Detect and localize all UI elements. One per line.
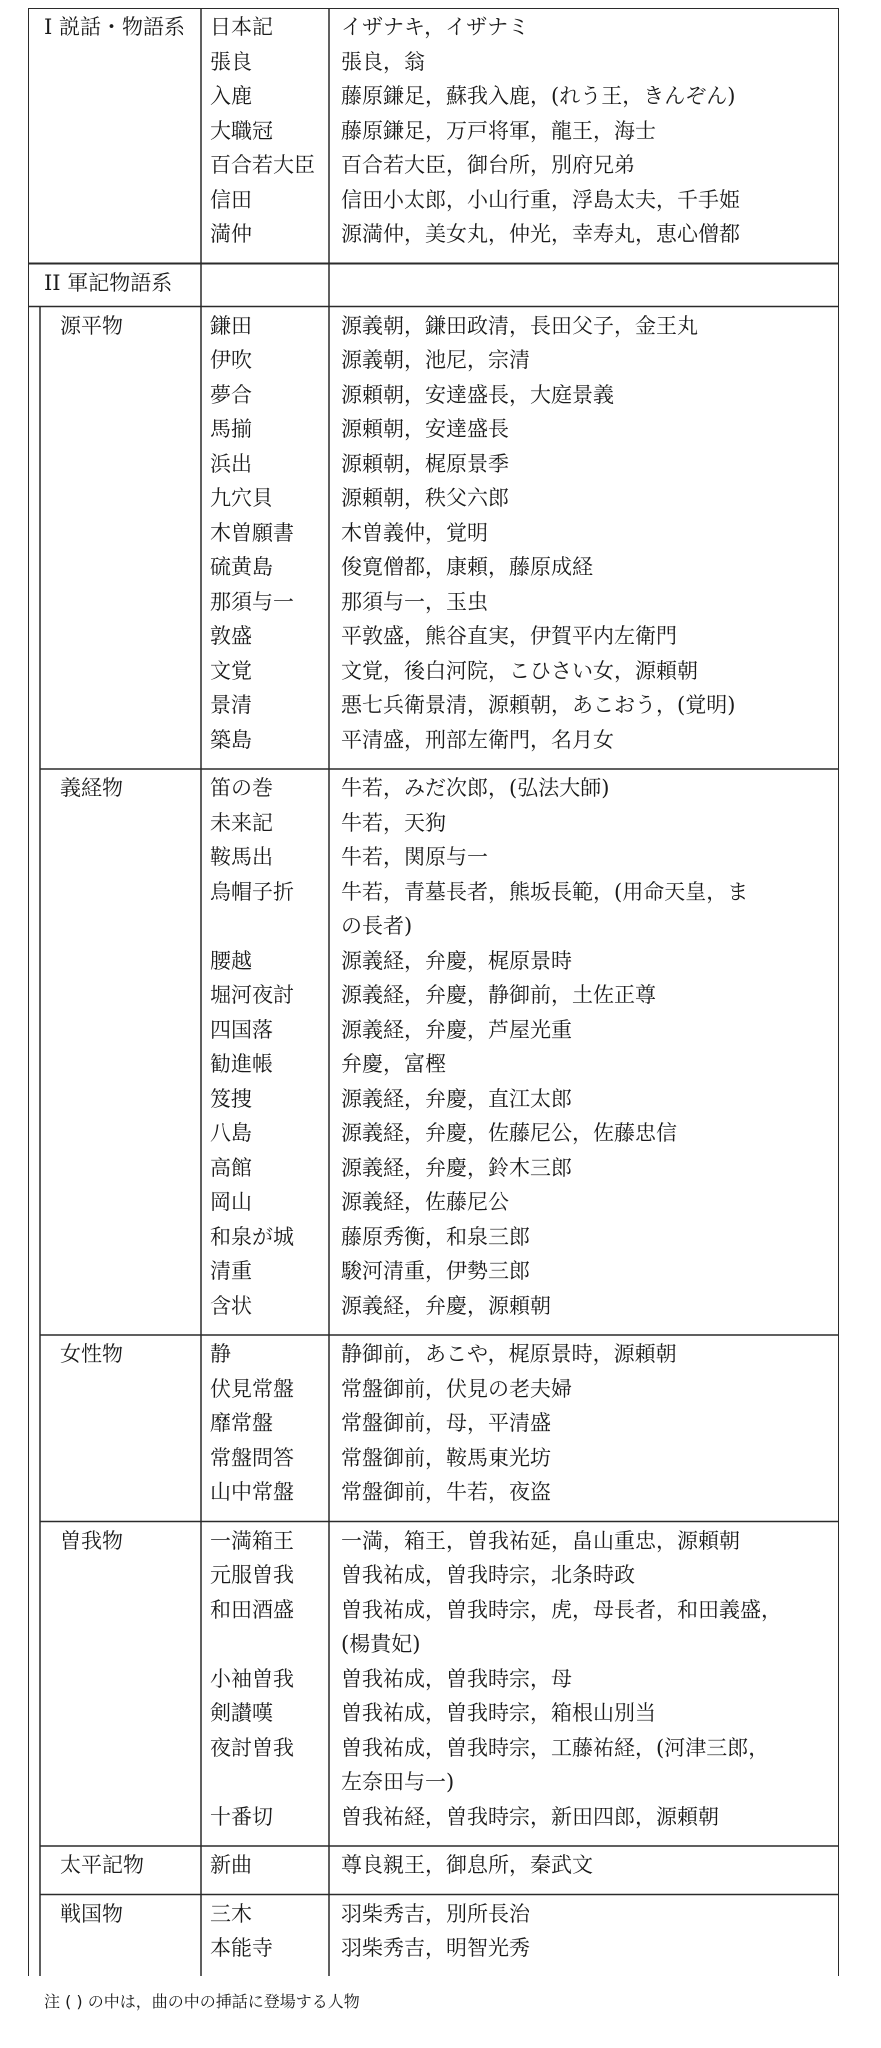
- piece-title: 新曲: [210, 1853, 252, 1877]
- piece-title: 九穴貝: [210, 486, 273, 510]
- piece-title: 満仲: [210, 222, 252, 246]
- piece-title: 十番切: [210, 1804, 273, 1829]
- character-list: 弁慶，富樫: [341, 1052, 446, 1076]
- piece-title: 和泉が城: [210, 1224, 294, 1249]
- piece-title: 常盤問答: [210, 1445, 294, 1470]
- character-list: 源頼朝，梶原景季: [341, 451, 509, 476]
- piece-title: 勧進帳: [210, 1052, 273, 1076]
- character-list: 曽我祐経，曽我時宗，新田四郎，源頼朝: [341, 1804, 719, 1829]
- piece-title: 清重: [210, 1259, 252, 1283]
- piece-title: 本能寺: [210, 1936, 273, 1960]
- character-list: 源義経，弁慶，直江太郎: [341, 1086, 572, 1111]
- piece-title: 鎌田: [210, 313, 252, 338]
- piece-title: 伊吹: [210, 348, 252, 372]
- character-list: 尊良親王，御息所，秦武文: [341, 1853, 593, 1877]
- character-list: 曽我祐成，曽我時宗，箱根山別当: [341, 1701, 656, 1725]
- piece-title: 高館: [210, 1155, 252, 1180]
- character-list: イザナキ，イザナミ: [341, 15, 530, 39]
- character-list: (楊貴妃): [341, 1632, 421, 1656]
- character-list: 藤原鎌足，蘇我入鹿，(れう王，きんぞん): [341, 84, 736, 108]
- character-list: 曽我祐成，曽我時宗，虎，母長者，和田義盛，: [341, 1597, 782, 1622]
- piece-title: 腰越: [210, 948, 252, 973]
- piece-title: 硫黄島: [210, 555, 273, 579]
- piece-title: 木曽願書: [210, 520, 294, 545]
- piece-title: 含状: [210, 1293, 252, 1318]
- piece-title: 三木: [210, 1901, 252, 1926]
- kowakamai-character-table: [28, 8, 839, 1976]
- character-list: 悪七兵衛景清，源頼朝，あこおう，(覚明): [341, 693, 736, 717]
- character-list: 源義朝，池尼，宗清: [341, 348, 530, 372]
- character-list: 左奈田与一): [341, 1770, 455, 1794]
- character-list: 源義経，弁慶，芦屋光重: [341, 1017, 572, 1042]
- character-list: 源義朝，鎌田政清，長田父子，金王丸: [341, 313, 698, 338]
- character-list: 牛若，青墓長者，熊坂長範，(用命天皇，ま: [341, 879, 749, 904]
- piece-title: 那須与一: [210, 589, 294, 614]
- piece-title: 日本記: [210, 15, 273, 39]
- character-list: 静御前，あこや，梶原景時，源頼朝: [341, 1342, 677, 1366]
- piece-title: 山中常盤: [210, 1480, 294, 1504]
- piece-title: 和田酒盛: [210, 1597, 294, 1622]
- character-list: 平清盛，刑部左衛門，名月女: [341, 727, 614, 752]
- piece-title: 景清: [210, 693, 252, 717]
- character-list: 源義経，弁慶，鈴木三郎: [341, 1155, 572, 1180]
- piece-title: 静: [210, 1342, 231, 1366]
- group-label: 義経物: [60, 776, 123, 800]
- character-list: 源義経，弁慶，静御前，土佐正尊: [341, 983, 656, 1007]
- piece-title: 敦盛: [210, 624, 252, 648]
- character-list: 源頼朝，安達盛長，大庭景義: [341, 382, 614, 407]
- group-label: 女性物: [60, 1342, 123, 1366]
- character-list: 牛若，関原与一: [341, 845, 488, 869]
- character-list: 曽我祐成，曽我時宗，工藤祐経，(河津三郎，: [341, 1735, 770, 1760]
- character-list: 羽柴秀吉，明智光秀: [341, 1936, 530, 1960]
- piece-title: 笈捜: [210, 1086, 252, 1111]
- character-list: 常盤御前，母，平清盛: [341, 1411, 551, 1435]
- character-list: 源義経，佐藤尼公: [341, 1190, 509, 1214]
- character-list: 曽我祐成，曽我時宗，北条時政: [341, 1563, 635, 1587]
- piece-title: 笛の巻: [210, 776, 273, 800]
- character-list: の長者): [341, 914, 413, 938]
- group-label: 太平記物: [60, 1853, 144, 1877]
- character-list: 源頼朝，秩父六郎: [341, 486, 509, 510]
- character-list: 常盤御前，伏見の老夫婦: [341, 1376, 572, 1401]
- character-list: 源義経，弁慶，佐藤尼公，佐藤忠信: [341, 1121, 677, 1145]
- piece-title: 伏見常盤: [210, 1376, 294, 1401]
- section-label: I 説話・物語系: [44, 15, 185, 39]
- character-list: 藤原鎌足，万戸将軍，龍王，海士: [341, 118, 656, 143]
- piece-title: 一満箱王: [210, 1528, 294, 1553]
- character-list: 源満仲，美女丸，仲光，幸寿丸，恵心僧都: [341, 222, 740, 246]
- piece-title: 剣讃嘆: [210, 1701, 273, 1725]
- piece-title: 四国落: [210, 1017, 273, 1042]
- piece-title: 烏帽子折: [210, 879, 294, 904]
- piece-title: 百合若大臣: [210, 153, 315, 177]
- piece-title: 大職冠: [210, 118, 273, 143]
- piece-title: 小袖曽我: [210, 1666, 294, 1691]
- character-list: 羽柴秀吉，別所長治: [341, 1901, 530, 1926]
- piece-title: 文覚: [210, 658, 252, 683]
- piece-title: 鞍馬出: [210, 845, 273, 869]
- piece-title: 築島: [210, 727, 252, 752]
- character-list: 藤原秀衡，和泉三郎: [341, 1224, 530, 1249]
- piece-title: 浜出: [210, 451, 252, 476]
- group-label: 曽我物: [60, 1528, 123, 1553]
- piece-title: 馬揃: [210, 417, 252, 441]
- character-list: 源義経，弁慶，梶原景時: [341, 948, 572, 973]
- group-label: 戦国物: [60, 1901, 123, 1926]
- character-list: 源義経，弁慶，源頼朝: [341, 1293, 551, 1318]
- character-list: 木曽義仲，覚明: [341, 520, 488, 545]
- character-list: 常盤御前，鞍馬東光坊: [341, 1445, 551, 1470]
- character-list: 俊寛僧都，康頼，藤原成経: [341, 555, 593, 579]
- character-list: 牛若，天狗: [341, 810, 446, 835]
- piece-title: 元服曽我: [210, 1563, 294, 1587]
- character-list: 牛若，みだ次郎，(弘法大師): [341, 776, 610, 800]
- piece-title: 靡常盤: [210, 1411, 273, 1435]
- character-list: 源頼朝，安達盛長: [341, 417, 509, 441]
- table-footnote: 注 ( ) の中は，曲の中の挿話に登場する人物: [44, 1992, 360, 2011]
- piece-title: 夢合: [210, 382, 252, 407]
- character-list: 駿河清重，伊勢三郎: [341, 1259, 530, 1283]
- character-list: 百合若大臣，御台所，別府兄弟: [341, 153, 635, 177]
- character-list: 曽我祐成，曽我時宗，母: [341, 1666, 572, 1691]
- character-list: 信田小太郎，小山行重，浮島太夫，千手姫: [341, 187, 740, 212]
- section-label: II 軍記物語系: [44, 270, 173, 295]
- piece-title: 夜討曽我: [210, 1735, 294, 1760]
- character-list: 文覚，後白河院，こひさい女，源頼朝: [341, 658, 698, 683]
- character-list: 一満，箱王，曽我祐延，畠山重忠，源頼朝: [341, 1528, 740, 1553]
- character-list: 那須与一，玉虫: [341, 589, 488, 614]
- group-label: 源平物: [60, 313, 123, 338]
- piece-title: 岡山: [210, 1190, 252, 1214]
- piece-title: 信田: [210, 187, 252, 212]
- character-list: 張良，翁: [341, 49, 425, 74]
- character-list: 常盤御前，牛若，夜盗: [341, 1480, 551, 1504]
- piece-title: 堀河夜討: [210, 983, 294, 1007]
- piece-title: 張良: [210, 49, 252, 74]
- piece-title: 未来記: [210, 810, 273, 835]
- character-list: 平敦盛，熊谷直実，伊賀平内左衛門: [341, 624, 677, 648]
- piece-title: 八島: [210, 1121, 252, 1145]
- piece-title: 入鹿: [210, 84, 252, 108]
